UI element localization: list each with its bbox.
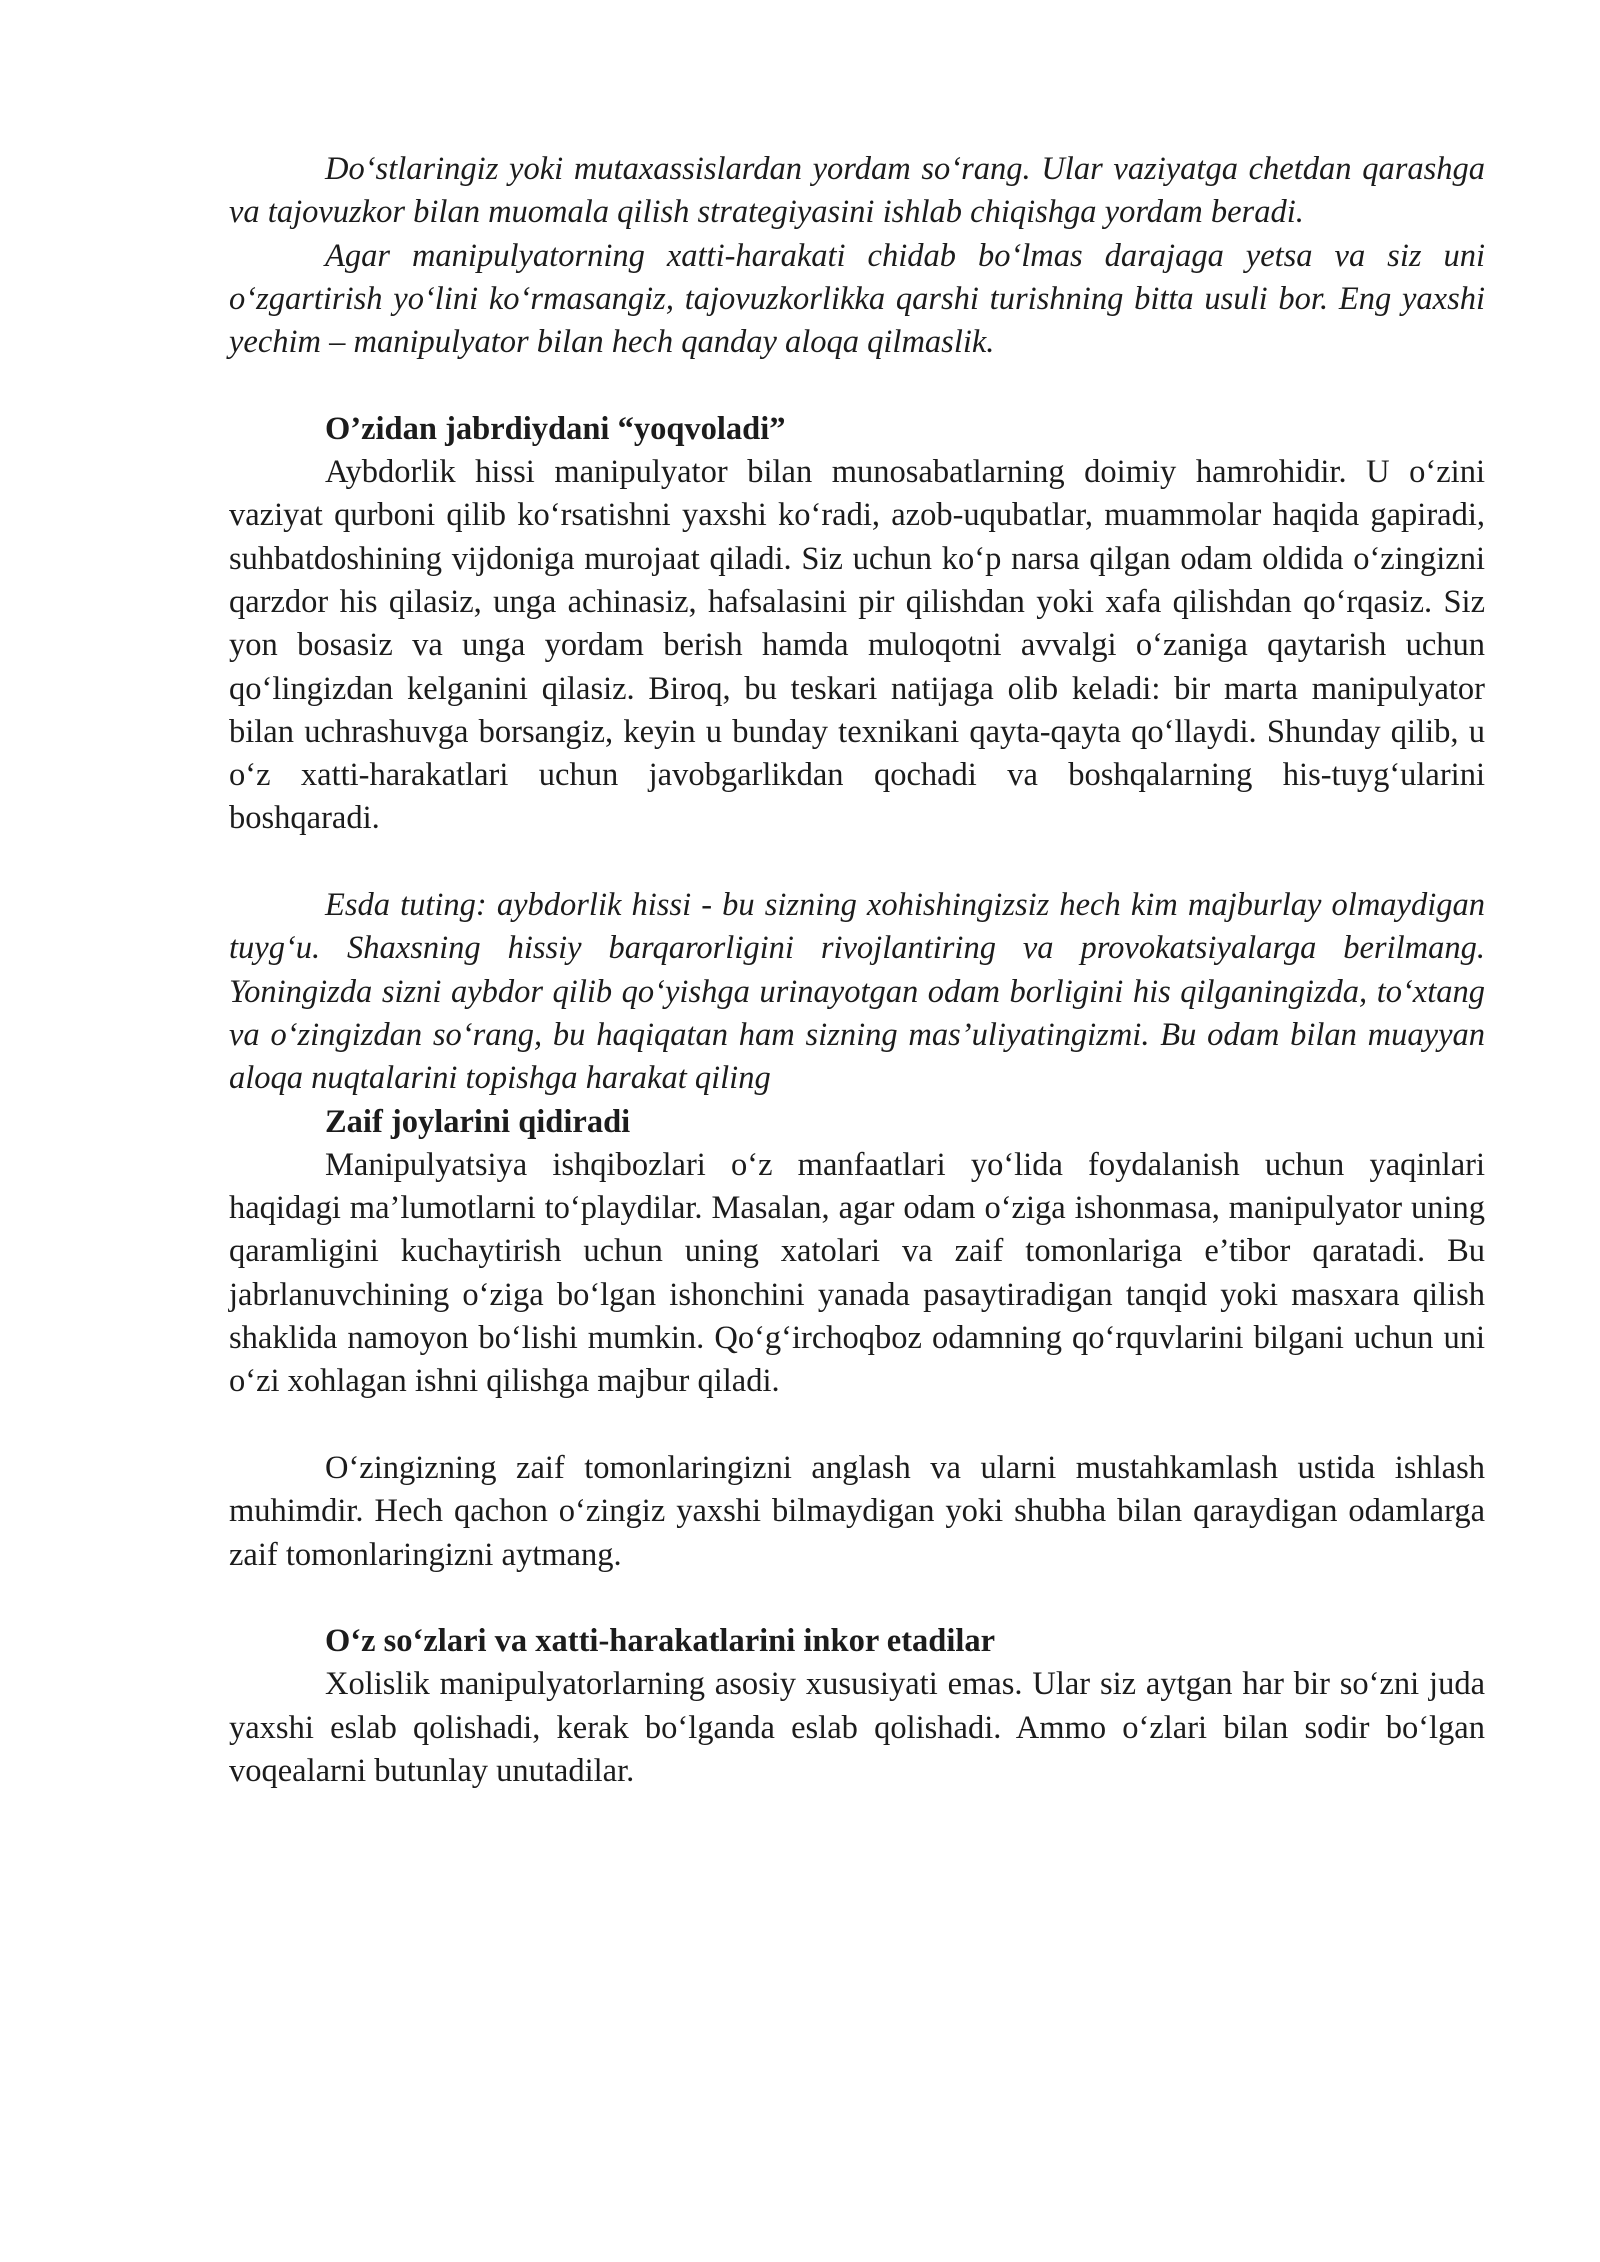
section-heading-victim: O’zidan jabrdiydani “yoqvoladi”: [325, 410, 786, 447]
paragraph-guilt: Aybdorlik hissi manipulyator bilan munosabatlarning doimiy hamrohidir. U o‘zini vaziyat qurboni qilib ko‘rsatishni yaxshi ko‘radi, azob-uqubatlar, muammolar haqida gapiradi, suhbatdoshining vijdoniga murojaat qiladi. Siz uchun ko‘p narsa qilgan odam oldida o‘zingizni qarzdor his qilasiz, unga achinasiz, hafsalasini pir qilishdan yoki xafa qilishdan qo‘rqasiz. Siz yon bosasiz va unga yordam berish hamda muloqotni avvalgi o‘zaniga qaytarish uchun qo‘lingizdan kelganini qilasiz. Biroq, bu teskari natijaga olib keladi: bir marta manipulyator bilan uchrashuvga borsangiz, keyin u bunday texnikani qayta-qayta qo‘llaydi. Shunday qilib, u o‘z xatti-harakatlari uchun javobgarlikdan qochadi va boshqalarning his-tuyg‘ularini boshqaradi.: [229, 454, 1485, 837]
paragraph-advice-weak-spots: O‘zingizning zaif tomonlaringizni anglash va ularni mustahkamlash ustida ishlash muhimdir. Hech qachon o‘zingiz yaxshi bilmaydigan yoki shubha bilan qaraydigan odamlarga zaif tomonlaringizni aytmang.: [229, 1449, 1485, 1573]
paragraph-weak-spots: Manipulyatsiya ishqibozlari o‘z manfaatlari yo‘lida foydalanish uchun yaqinlari haqidagi ma’lumotlarni to‘playdilar. Masalan, agar odam o‘ziga ishonmasa, manipulyator uning qaramligini kuchaytirish uchun uning xatolari va zaif tomonlariga e’tibor qaratadi. Bu jabrlanuvchining o‘ziga bo‘lgan ishonchini yanada pasaytiradigan tanqid yoki masxara qilish shaklida namoyon bo‘lishi mumkin. Qo‘g‘irchoqboz odamning qo‘rquvlarini bilgani uchun uni o‘zi xohlagan ishni qilishga majbur qiladi.: [229, 1146, 1485, 1400]
paragraph-gap: [229, 364, 1485, 407]
paragraph-gap: [229, 1404, 1485, 1447]
paragraph-gap: [229, 1577, 1485, 1620]
paragraph-denial: Xolislik manipulyatorlarning asosiy xususiyati emas. Ular siz aytgan har bir so‘zni juda yaxshi eslab qolishadi, kerak bo‘lganda eslab qolishadi. Ammo o‘zlari bilan sodir bo‘lgan voqealarni butunlay unutadilar.: [229, 1666, 1485, 1789]
paragraph-advice-no-contact: Agar manipulyatorning xatti-harakati chidab bo‘lmas darajaga yetsa va siz uni o‘zgartirish yo‘lini ko‘rmasangiz, tajovuzkorlikka qarshi turishning bitta usuli bor. Eng yaxshi yechim – manipulyator bilan hech qanday aloqa qilmaslik.: [229, 237, 1485, 361]
paragraph-advice-help: Do‘stlaringiz yoki mutaxassislardan yordam so‘rang. Ular vaziyatga chetdan qarashga va tajovuzkor bilan muomala qilish strategiyasini ishlab chiqishga yordam beradi.: [229, 151, 1485, 231]
section-heading-weak-spots: Zaif joylarini qidiradi: [325, 1103, 631, 1140]
paragraph-gap: [229, 841, 1485, 884]
section-heading-denial: O‘z so‘zlari va xatti-harakatlarini inkor etadilar: [325, 1623, 996, 1660]
paragraph-advice-guilt: Esda tuting: aybdorlik hissi - bu sizning xohishingizsiz hech kim majburlay olmaydigan tuyg‘u. Shaxsning hissiy barqarorligini rivojlantiring va provokatsiyalarga berilmang. Yoningizda sizni aybdor qilib qo‘yishga urinayotgan odam borligini his qilganingizda, to‘xtang va o‘zingizdan so‘rang, bu haqiqatan ham sizning mas’uliyatingizmi. Bu odam bilan muayyan aloqa nuqtalarini topishga harakat qiling: [229, 887, 1485, 1097]
document-page: [229, 148, 1485, 1793]
